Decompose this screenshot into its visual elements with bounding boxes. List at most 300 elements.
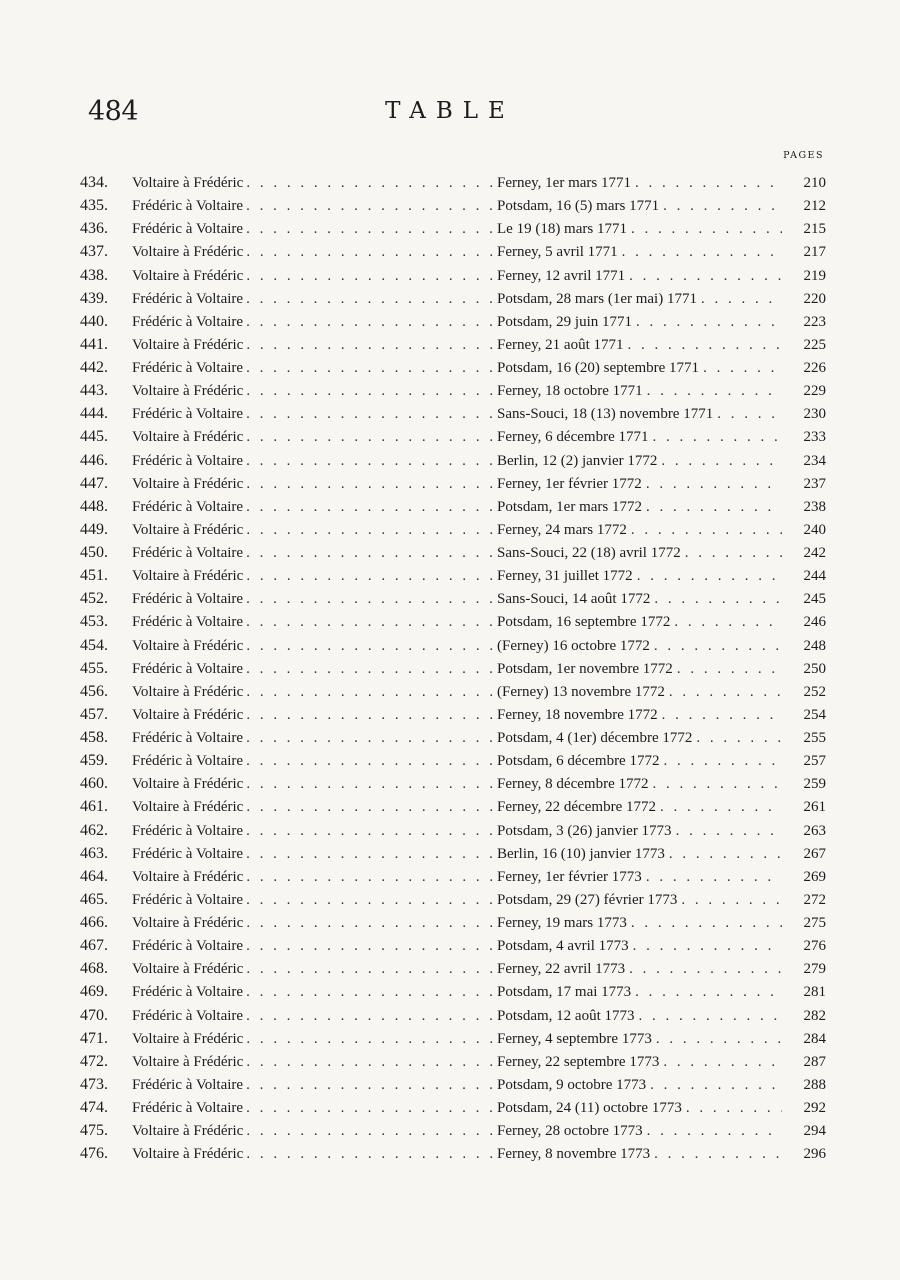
dot-leader <box>246 221 497 238</box>
correspondents-cell <box>132 337 497 354</box>
dot-leader <box>663 198 782 215</box>
dot-leader <box>654 591 782 608</box>
toc-entry <box>80 822 826 845</box>
dot-leader <box>661 453 782 470</box>
correspondents: Voltaire à Frédéric <box>132 776 244 793</box>
correspondents-cell <box>132 823 497 840</box>
correspondents-cell <box>132 614 497 631</box>
dot-leader <box>681 892 782 909</box>
toc-entry <box>80 336 826 359</box>
page-ref: 242 <box>803 545 826 561</box>
dot-leader <box>246 799 497 816</box>
letter-number: 442. <box>80 359 108 376</box>
dot-leader <box>246 360 497 377</box>
page-ref: 272 <box>803 891 826 908</box>
dot-leader <box>674 614 782 631</box>
toc-entry <box>80 1122 826 1145</box>
page-ref: 244 <box>803 568 826 585</box>
place-date-cell <box>497 915 782 932</box>
correspondents-cell <box>132 1054 497 1071</box>
place-date: Potsdam, 1er novembre 1772 <box>497 660 673 677</box>
dot-leader <box>246 984 497 1001</box>
dot-leader <box>246 753 497 770</box>
dot-leader <box>246 314 497 331</box>
dot-leader <box>669 846 782 863</box>
letter-number: 456. <box>80 682 108 700</box>
toc-entry <box>80 382 826 405</box>
place-date: Potsdam, 4 (1er) décembre 1772 <box>497 730 693 746</box>
letter-number: 441. <box>80 335 108 353</box>
page-ref: 245 <box>803 591 826 608</box>
dot-leader <box>246 1123 497 1140</box>
toc-entry <box>80 798 826 821</box>
page-ref: 246 <box>803 614 826 631</box>
page-ref: 284 <box>803 1030 826 1047</box>
letter-number: 452. <box>80 590 108 608</box>
correspondents: Frédéric à Voltaire <box>132 1076 244 1093</box>
correspondents-cell <box>132 1031 497 1048</box>
place-date: Ferney, 22 septembre 1773 <box>497 1053 660 1070</box>
correspondents-cell <box>132 661 497 678</box>
page-ref: 220 <box>803 290 826 307</box>
dot-leader <box>717 406 782 423</box>
toc-entry <box>80 521 826 544</box>
dot-leader <box>646 869 782 886</box>
page-ref: 226 <box>803 360 826 376</box>
dot-leader <box>656 1031 782 1048</box>
place-date: Potsdam, 29 (27) février 1773 <box>497 891 678 908</box>
toc-entry <box>80 960 826 983</box>
toc-entry <box>80 567 826 590</box>
place-date: Ferney, 12 avril 1771 <box>497 267 626 284</box>
toc-entry <box>80 660 826 683</box>
dot-leader <box>631 522 782 539</box>
page-ref: 254 <box>803 706 826 723</box>
place-date-cell <box>497 776 782 793</box>
place-date: Ferney, 5 avril 1771 <box>497 244 618 261</box>
correspondents-cell <box>132 938 497 955</box>
toc-entry <box>80 1076 826 1099</box>
toc-entry <box>80 683 826 706</box>
dot-leader <box>637 568 782 585</box>
toc-entry <box>80 197 826 220</box>
toc-entry <box>80 220 826 243</box>
page-ref: 225 <box>803 336 826 353</box>
place-date: Ferney, 28 octobre 1773 <box>497 1123 643 1140</box>
toc-entry <box>80 983 826 1006</box>
correspondents-cell <box>132 638 497 655</box>
page-ref: 237 <box>803 475 826 492</box>
correspondents: Frédéric à Voltaire <box>132 406 244 423</box>
dot-leader <box>647 383 782 400</box>
correspondents: Voltaire à Frédéric <box>132 568 244 585</box>
place-date-cell <box>497 753 782 770</box>
place-date: Sans-Souci, 22 (18) avril 1772 <box>497 545 681 561</box>
correspondents: Frédéric à Voltaire <box>132 498 244 515</box>
dot-leader <box>701 291 782 308</box>
correspondents: Frédéric à Voltaire <box>132 360 244 376</box>
correspondents-cell <box>132 1100 497 1117</box>
dot-leader <box>246 1031 497 1048</box>
place-date: Le 19 (18) mars 1771 <box>497 221 627 238</box>
place-date: Ferney, 18 octobre 1771 <box>497 383 643 400</box>
correspondents-cell <box>132 684 497 701</box>
page-ref: 279 <box>803 961 826 978</box>
letter-number: 450. <box>80 544 108 561</box>
letter-number: 444. <box>80 405 108 423</box>
letter-number: 472. <box>80 1052 108 1070</box>
correspondents-cell <box>132 961 497 978</box>
correspondents: Voltaire à Frédéric <box>132 637 244 654</box>
correspondents: Voltaire à Frédéric <box>132 475 244 492</box>
dot-leader <box>685 545 782 562</box>
dot-leader <box>636 314 782 331</box>
dot-leader <box>646 476 782 493</box>
page-ref: 217 <box>803 244 826 261</box>
letter-number: 446. <box>80 451 108 469</box>
place-date-cell <box>497 591 782 608</box>
place-date-cell <box>497 568 782 585</box>
page-ref: 223 <box>803 313 826 330</box>
dot-leader <box>663 753 782 770</box>
page-ref: 281 <box>803 984 826 1001</box>
dot-leader <box>703 360 782 377</box>
letter-number: 449. <box>80 520 108 538</box>
letter-number: 475. <box>80 1122 108 1140</box>
dot-leader <box>246 499 497 516</box>
page-ref: 230 <box>803 406 826 423</box>
page-ref: 229 <box>803 383 826 400</box>
correspondents-cell <box>132 707 497 724</box>
page-ref: 240 <box>803 521 826 538</box>
toc-entry <box>80 590 826 613</box>
dot-leader <box>650 1077 782 1094</box>
place-date: Berlin, 12 (2) janvier 1772 <box>497 452 658 469</box>
place-date-cell <box>497 383 782 400</box>
correspondents: Voltaire à Frédéric <box>132 915 244 931</box>
place-date-cell <box>497 1031 782 1048</box>
letter-number: 439. <box>80 289 108 307</box>
dot-leader <box>629 268 782 285</box>
dot-leader <box>652 429 782 446</box>
place-date: Potsdam, 9 octobre 1773 <box>497 1076 647 1093</box>
correspondents: Frédéric à Voltaire <box>132 891 244 908</box>
page-ref: 294 <box>803 1123 826 1140</box>
toc-entry <box>80 868 826 891</box>
place-date-cell <box>497 244 782 261</box>
correspondents: Frédéric à Voltaire <box>132 938 244 955</box>
dot-leader <box>246 776 497 793</box>
correspondents: Frédéric à Voltaire <box>132 660 244 677</box>
letter-number: 461. <box>80 798 108 816</box>
correspondents-cell <box>132 476 497 493</box>
dot-leader <box>246 823 497 840</box>
dot-leader <box>246 591 497 608</box>
dot-leader <box>246 1008 497 1025</box>
pages-column-label: PAGES <box>783 150 824 161</box>
place-date-cell <box>497 846 782 863</box>
toc-entry <box>80 1099 826 1122</box>
page-ref: 250 <box>803 660 826 677</box>
place-date-cell <box>497 1100 782 1117</box>
letter-number: 465. <box>80 890 108 908</box>
page-ref: 219 <box>803 267 826 284</box>
page-ref: 234 <box>803 452 826 469</box>
place-date: Ferney, 24 mars 1772 <box>497 521 627 538</box>
place-date-cell <box>497 961 782 978</box>
place-date: Ferney, 4 septembre 1773 <box>497 1030 652 1047</box>
dot-leader <box>246 545 497 562</box>
correspondents-cell <box>132 1008 497 1025</box>
dot-leader <box>663 1054 782 1071</box>
place-date-cell <box>497 1054 782 1071</box>
correspondents-cell <box>132 522 497 539</box>
toc-entry <box>80 405 826 428</box>
letter-number: 445. <box>80 428 108 446</box>
place-date: Potsdam, 4 avril 1773 <box>497 938 629 955</box>
place-date: Ferney, 21 août 1771 <box>497 336 624 353</box>
page-ref: 248 <box>803 637 826 654</box>
place-date-cell <box>497 453 782 470</box>
correspondents: Voltaire à Frédéric <box>132 521 244 538</box>
place-date-cell <box>497 476 782 493</box>
correspondents-cell <box>132 846 497 863</box>
toc-entry <box>80 267 826 290</box>
correspondents-cell <box>132 730 497 747</box>
correspondents: Frédéric à Voltaire <box>132 730 244 746</box>
place-date: Potsdam, 16 (20) septembre 1771 <box>497 360 700 376</box>
correspondents-cell <box>132 198 497 215</box>
correspondents-cell <box>132 221 497 238</box>
dot-leader <box>246 638 497 655</box>
place-date: Ferney, 1er février 1773 <box>497 868 642 885</box>
place-date-cell <box>497 892 782 909</box>
dot-leader <box>246 406 497 423</box>
correspondents-cell <box>132 799 497 816</box>
dot-leader <box>246 383 497 400</box>
dot-leader <box>662 707 782 724</box>
correspondents: Frédéric à Voltaire <box>132 984 244 1001</box>
place-date: Potsdam, 3 (26) janvier 1773 <box>497 822 672 839</box>
page-ref: 269 <box>803 868 826 885</box>
place-date-cell <box>497 175 782 192</box>
page-ref: 263 <box>803 822 826 839</box>
toc-entry <box>80 775 826 798</box>
dot-leader <box>635 175 782 192</box>
dot-leader <box>246 429 497 446</box>
place-date-cell <box>497 1077 782 1094</box>
page-number: 484 <box>88 96 139 127</box>
letter-number: 466. <box>80 914 108 931</box>
page-ref: 233 <box>803 429 826 446</box>
correspondents-cell <box>132 753 497 770</box>
dot-leader <box>654 1146 782 1163</box>
correspondents-cell <box>132 314 497 331</box>
page-ref: 282 <box>803 1007 826 1024</box>
letter-number: 448. <box>80 497 108 515</box>
correspondents: Voltaire à Frédéric <box>132 1146 244 1163</box>
correspondents-cell <box>132 406 497 423</box>
letter-number: 474. <box>80 1099 108 1116</box>
correspondents: Voltaire à Frédéric <box>132 175 244 191</box>
dot-leader <box>246 684 497 701</box>
toc-entry <box>80 637 826 660</box>
place-date: (Ferney) 16 octobre 1772 <box>497 637 650 654</box>
toc-entry <box>80 290 826 313</box>
dot-leader <box>676 823 782 840</box>
place-date: Potsdam, 28 mars (1er mai) 1771 <box>497 290 697 307</box>
correspondents-cell <box>132 499 497 516</box>
page-ref: 252 <box>803 683 826 700</box>
correspondents: Frédéric à Voltaire <box>132 822 244 839</box>
correspondents: Voltaire à Frédéric <box>132 961 244 978</box>
toc-entry <box>80 729 826 752</box>
page-title: TABLE <box>385 98 515 124</box>
dot-leader <box>631 221 782 238</box>
place-date-cell <box>497 522 782 539</box>
correspondents-cell <box>132 1123 497 1140</box>
letter-number: 440. <box>80 312 108 330</box>
correspondents-cell <box>132 545 497 562</box>
correspondents-cell <box>132 268 497 285</box>
correspondents: Frédéric à Voltaire <box>132 845 244 862</box>
page-ref: 255 <box>803 730 826 746</box>
correspondents-cell <box>132 175 497 192</box>
correspondents-cell <box>132 984 497 1001</box>
place-date-cell <box>497 730 782 747</box>
place-date-cell <box>497 360 782 377</box>
toc-entry <box>80 891 826 914</box>
toc-entry <box>80 1030 826 1053</box>
letter-number: 469. <box>80 983 108 1001</box>
place-date-cell <box>497 984 782 1001</box>
place-date: (Ferney) 13 novembre 1772 <box>497 683 665 700</box>
place-date: Ferney, 8 décembre 1772 <box>497 776 649 793</box>
page-ref: 288 <box>803 1076 826 1093</box>
place-date: Ferney, 22 décembre 1772 <box>497 799 656 816</box>
place-date-cell <box>497 314 782 331</box>
toc-entry <box>80 174 826 197</box>
dot-leader <box>246 175 497 192</box>
correspondents: Frédéric à Voltaire <box>132 614 244 631</box>
dot-leader <box>246 915 497 932</box>
toc-entry <box>80 613 826 636</box>
dot-leader <box>246 938 497 955</box>
dot-leader <box>246 476 497 493</box>
letter-number: 434. <box>80 174 108 191</box>
toc-entry <box>80 452 826 475</box>
place-date-cell <box>497 198 782 215</box>
letter-number: 473. <box>80 1075 108 1093</box>
dot-leader <box>246 198 497 215</box>
letter-number: 451. <box>80 567 108 585</box>
letter-number: 470. <box>80 1006 108 1024</box>
page-ref: 287 <box>803 1053 826 1070</box>
letter-number: 457. <box>80 705 108 723</box>
correspondents: Voltaire à Frédéric <box>132 683 244 700</box>
dot-leader <box>647 1123 782 1140</box>
correspondents-cell <box>132 383 497 400</box>
correspondents: Frédéric à Voltaire <box>132 290 244 307</box>
letter-number: 437. <box>80 243 108 261</box>
dot-leader <box>246 892 497 909</box>
dot-leader <box>246 337 497 354</box>
page-ref: 210 <box>803 175 826 191</box>
dot-leader <box>639 1008 783 1025</box>
correspondents-cell <box>132 244 497 261</box>
place-date-cell <box>497 638 782 655</box>
place-date: Potsdam, 17 mai 1773 <box>497 984 632 1001</box>
place-date-cell <box>497 823 782 840</box>
dot-leader <box>246 453 497 470</box>
correspondents: Frédéric à Voltaire <box>132 1007 244 1024</box>
dot-leader <box>246 1100 497 1117</box>
page-ref: 238 <box>803 498 826 515</box>
place-date: Potsdam, 6 décembre 1772 <box>497 753 660 770</box>
page-ref: 267 <box>803 845 826 862</box>
dot-leader <box>246 846 497 863</box>
place-date-cell <box>497 1146 782 1163</box>
place-date-cell <box>497 406 782 423</box>
place-date: Sans-Souci, 14 août 1772 <box>497 591 651 608</box>
dot-leader <box>246 1077 497 1094</box>
toc-entry <box>80 752 826 775</box>
place-date: Potsdam, 24 (11) octobre 1773 <box>497 1100 682 1116</box>
toc-entry <box>80 1007 826 1030</box>
letter-number: 462. <box>80 821 108 839</box>
correspondents-cell <box>132 568 497 585</box>
dot-leader <box>646 499 782 516</box>
letter-number: 463. <box>80 844 108 862</box>
table-of-contents <box>80 174 826 1168</box>
correspondents: Voltaire à Frédéric <box>132 799 244 816</box>
dot-leader <box>635 984 782 1001</box>
place-date: Potsdam, 16 (5) mars 1771 <box>497 198 660 215</box>
correspondents-cell <box>132 1077 497 1094</box>
place-date: Ferney, 1er mars 1771 <box>497 175 631 191</box>
place-date-cell <box>497 799 782 816</box>
place-date-cell <box>497 291 782 308</box>
place-date-cell <box>497 221 782 238</box>
place-date: Potsdam, 1er mars 1772 <box>497 498 642 515</box>
letter-number: 460. <box>80 775 108 793</box>
toc-entry <box>80 243 826 266</box>
letter-number: 438. <box>80 266 108 284</box>
dot-leader <box>246 1146 497 1163</box>
letter-number: 454. <box>80 636 108 654</box>
letter-number: 471. <box>80 1029 108 1047</box>
page-ref: 276 <box>803 938 826 955</box>
correspondents: Voltaire à Frédéric <box>132 383 244 400</box>
correspondents-cell <box>132 429 497 446</box>
letter-number: 435. <box>80 197 108 215</box>
place-date-cell <box>497 869 782 886</box>
correspondents: Voltaire à Frédéric <box>132 706 244 723</box>
place-date-cell <box>497 938 782 955</box>
toc-entry <box>80 937 826 960</box>
place-date: Sans-Souci, 18 (13) novembre 1771 <box>497 406 714 423</box>
dot-leader <box>246 869 497 886</box>
dot-leader <box>686 1100 782 1117</box>
correspondents: Voltaire à Frédéric <box>132 267 244 284</box>
place-date: Ferney, 18 novembre 1772 <box>497 706 658 723</box>
place-date: Potsdam, 16 septembre 1772 <box>497 614 671 631</box>
dot-leader <box>246 291 497 308</box>
letter-number: 458. <box>80 729 108 746</box>
place-date-cell <box>497 429 782 446</box>
letter-number: 455. <box>80 659 108 677</box>
correspondents: Frédéric à Voltaire <box>132 452 244 469</box>
